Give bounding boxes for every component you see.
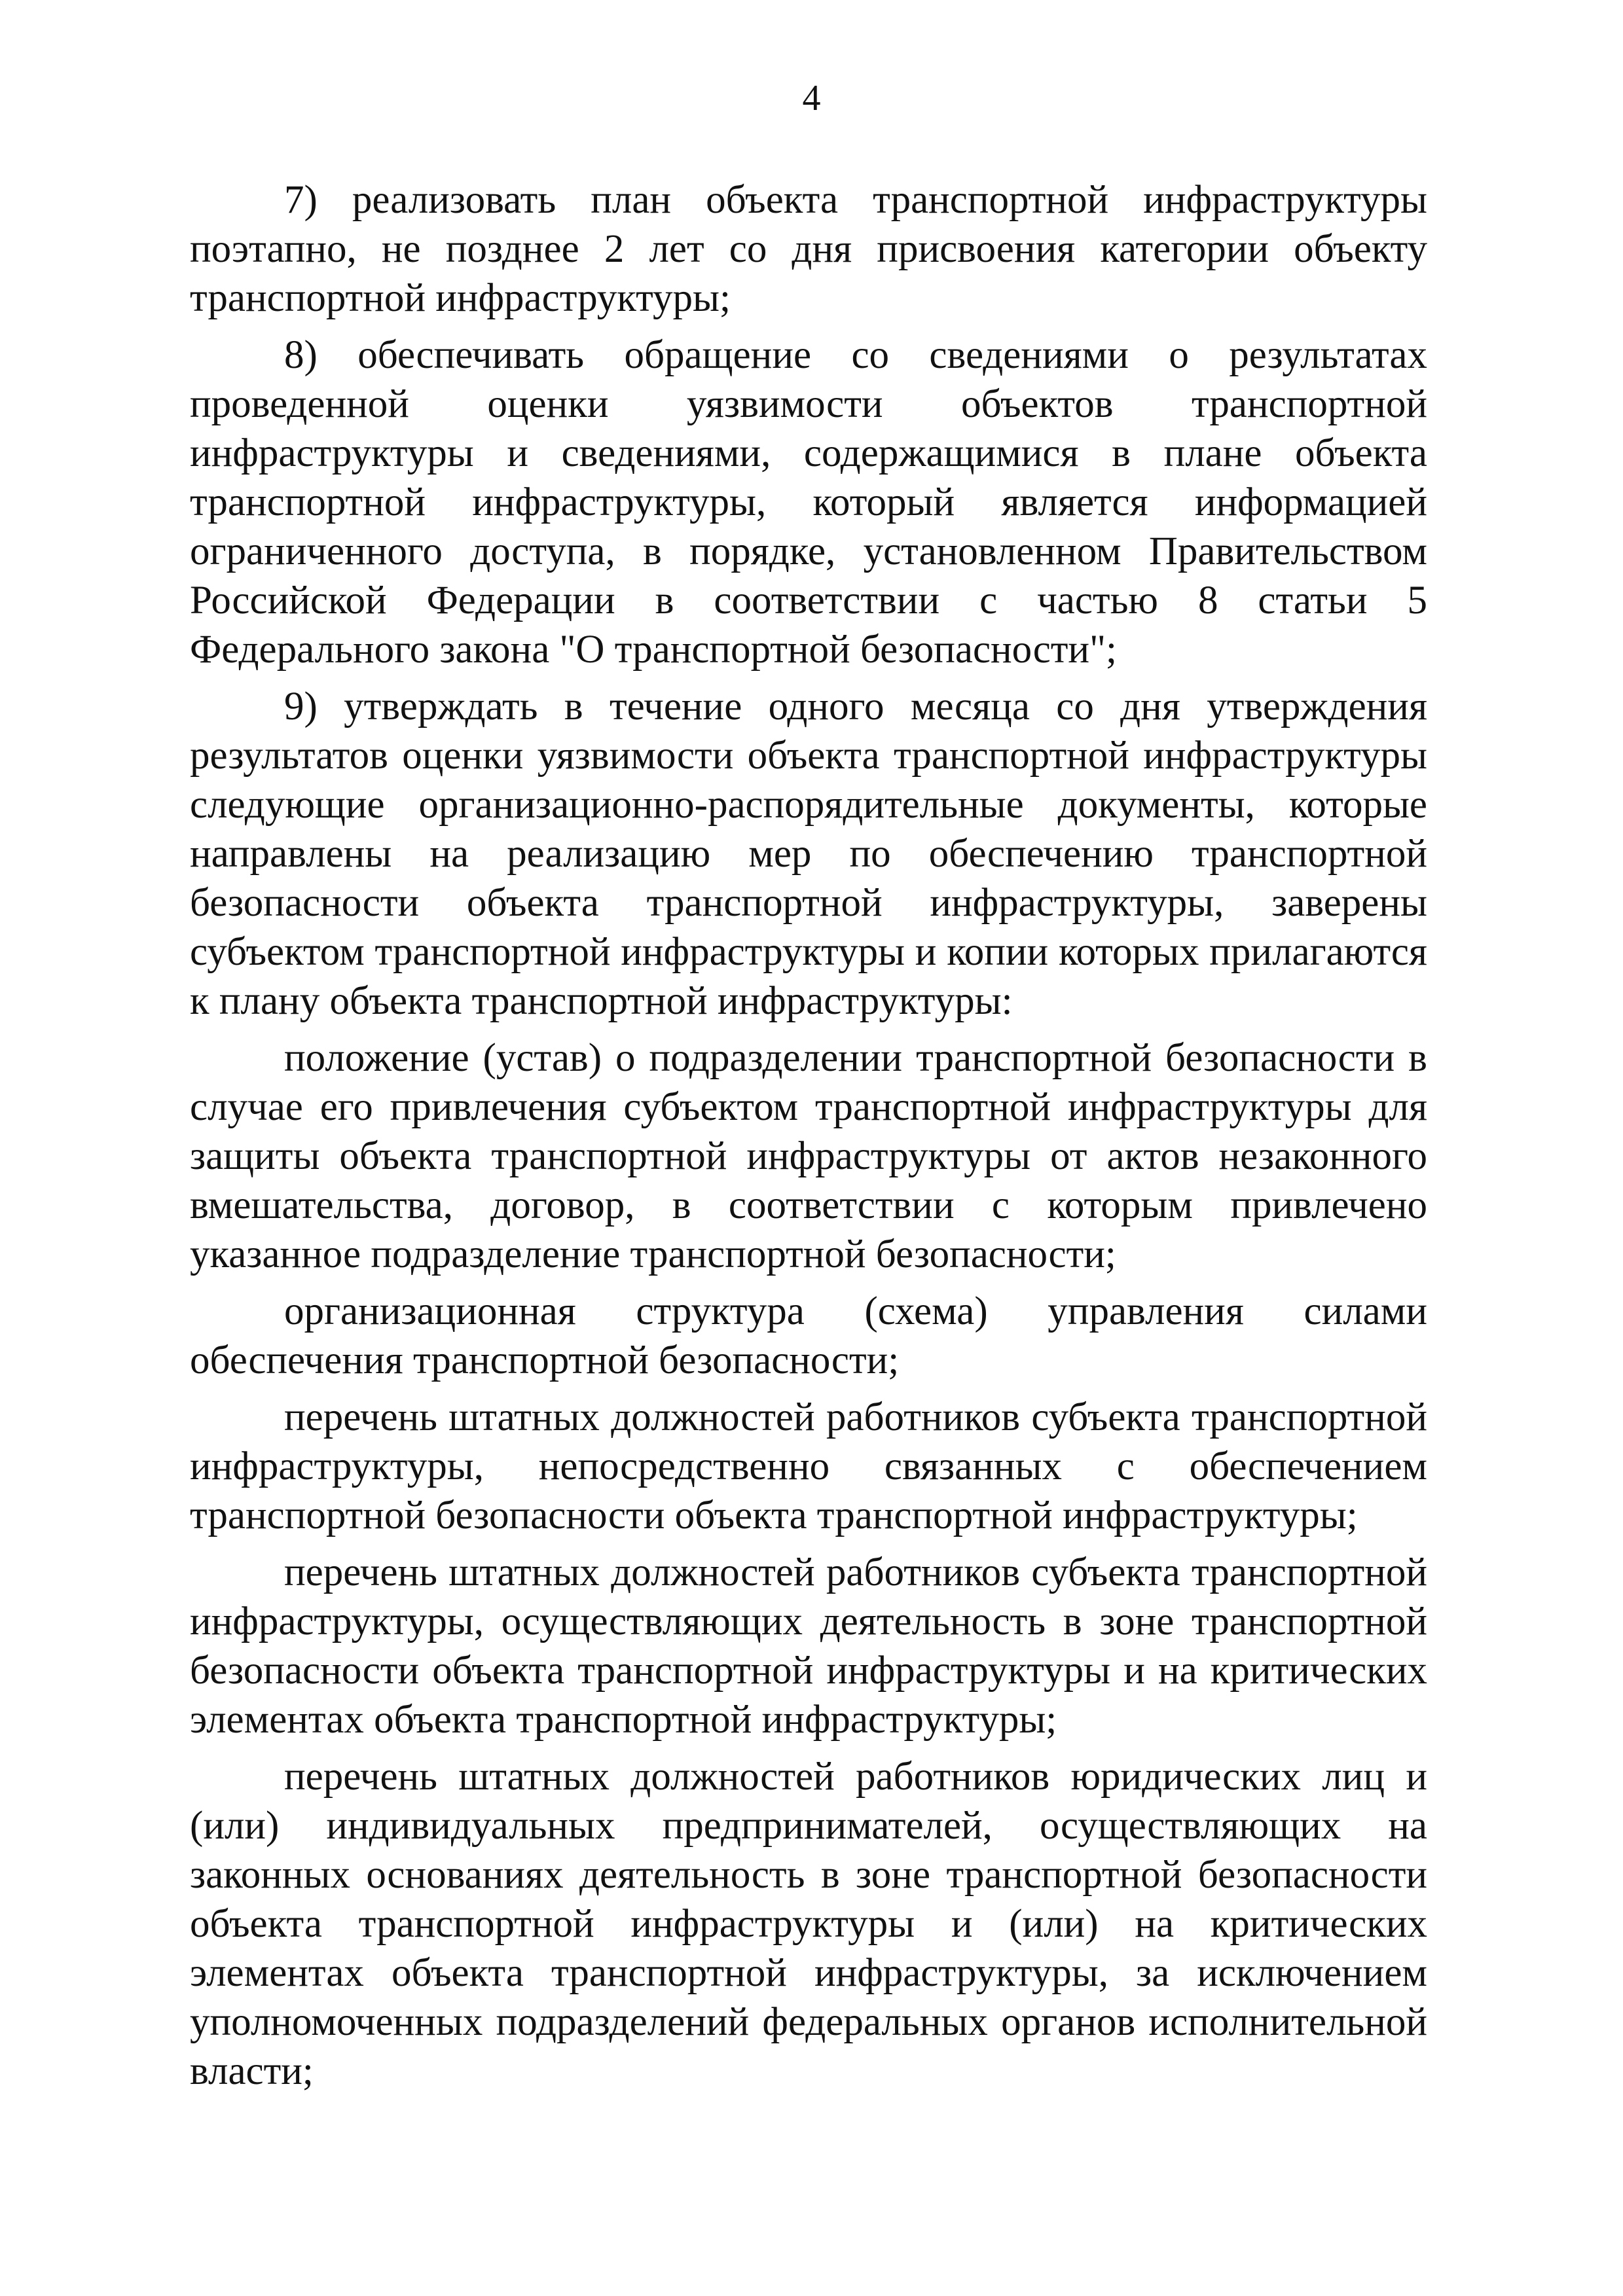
paragraph-item-9: 9) утверждать в течение одного месяца со дня утверждения результатов оценки уязвимости объекта транспортной инфраструктуры следующие организационно-распорядительные документы, которые направлены на реализацию мер по обеспечению транспортной безопасности объекта транспортной инфраструктуры, заверены субъектом транспортной инфраструктуры и копии которых прилагаются к плану объекта транспортной инфраструктуры: xyxy=(190,685,1427,1023)
paragraph-item-8: 8) обеспечивать обращение со сведениями о результатах проведенной оценки уязвимости объектов транспортной инфраструктуры и сведениями, содержащимися в плане объекта транспортной инфраструктуры, который является информацией ограниченного доступа, в порядке, установленном Правительством Российской Федерации в соответствии с частью 8 статьи 5 Федерального закона "О транспортной безопасности"; xyxy=(190,333,1427,672)
paragraph-org-structure: организационная структура (схема) управления силами обеспечения транспортной безопасности; xyxy=(190,1289,1427,1382)
paragraph-staff-list-external: перечень штатных должностей работников юридических лиц и (или) индивидуальных предпринимателей, осуществляющих на законных основаниях деятельность в зоне транспортной безопасности объекта транспортной инфраструктуры и (или) на критических элементах объекта транспортной инфраструктуры, за исключением уполномоченных подразделений федеральных органов исполнительной власти; xyxy=(190,1755,1427,2093)
document-body xyxy=(190,175,1427,2104)
paragraph-statute: положение (устав) о подразделении транспортной безопасности в случае его привлечения субъектом транспортной инфраструктуры для защиты объекта транспортной инфраструктуры от актов незаконного вмешательства, договор, в соответствии с которым привлечено указанное подразделение транспортной безопасности; xyxy=(190,1036,1427,1276)
page-number: 4 xyxy=(802,78,821,118)
paragraph-item-7: 7) реализовать план объекта транспортной инфраструктуры поэтапно, не позднее 2 лет со дня присвоения категории объекту транспортной инфраструктуры; xyxy=(190,178,1427,320)
paragraph-staff-list-direct: перечень штатных должностей работников субъекта транспортной инфраструктуры, непосредственно связанных с обеспечением транспортной безопасности объекта транспортной инфраструктуры; xyxy=(190,1395,1427,1537)
paragraph-staff-list-zone: перечень штатных должностей работников субъекта транспортной инфраструктуры, осуществляющих деятельность в зоне транспортной безопасности объекта транспортной инфраструктуры и на критических элементах объекта транспортной инфраструктуры; xyxy=(190,1551,1427,1742)
